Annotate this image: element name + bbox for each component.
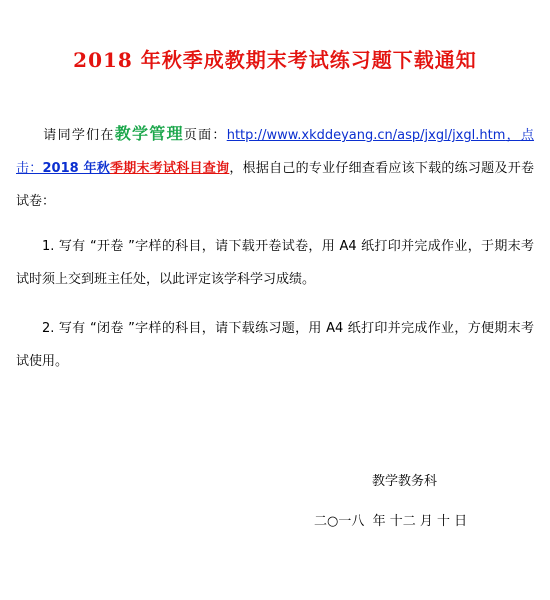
instruction-rest: ，根据自己的专业仔细查看应该下载的练习题及开卷试卷：	[16, 161, 534, 209]
exam-query-link[interactable]: 季期末考试科目查询	[110, 161, 230, 176]
intro-text: 请同学们在	[42, 128, 115, 143]
signature-department: 教学教务科	[372, 474, 438, 489]
page-label: 页面：	[183, 128, 227, 143]
download-url-link[interactable]: http://www.xkddeyang.cn/asp/jxgl/jxgl.htm	[226, 128, 506, 143]
item-open-book	[16, 230, 534, 296]
instruction-paragraph	[16, 117, 534, 218]
click-label[interactable]: 点击：	[16, 128, 534, 176]
item-closed-book-text: 2. 写有 “闭卷 ”字样的科目，请下载练习题，用 A4 纸打印并完成作业，方便期末考试使用。	[16, 321, 534, 369]
notice-title: 2018 年秋季成教期末考试练习题下载通知	[73, 48, 477, 72]
term-link[interactable]: 2018 年秋	[42, 161, 110, 176]
item-open-book-text: 1. 写有 “开卷 ”字样的科目，请下载开卷试卷，用 A4 纸打印并完成作业，于期末考试时须上交到班主任处，以此评定该学科学习成绩。	[16, 239, 534, 287]
item-closed-book	[16, 312, 534, 378]
signature-date: 二○一八 年 十二 月 十 日	[314, 514, 468, 529]
site-name-highlight: 教学管理	[114, 124, 184, 143]
comma-punct: ，	[505, 128, 521, 143]
